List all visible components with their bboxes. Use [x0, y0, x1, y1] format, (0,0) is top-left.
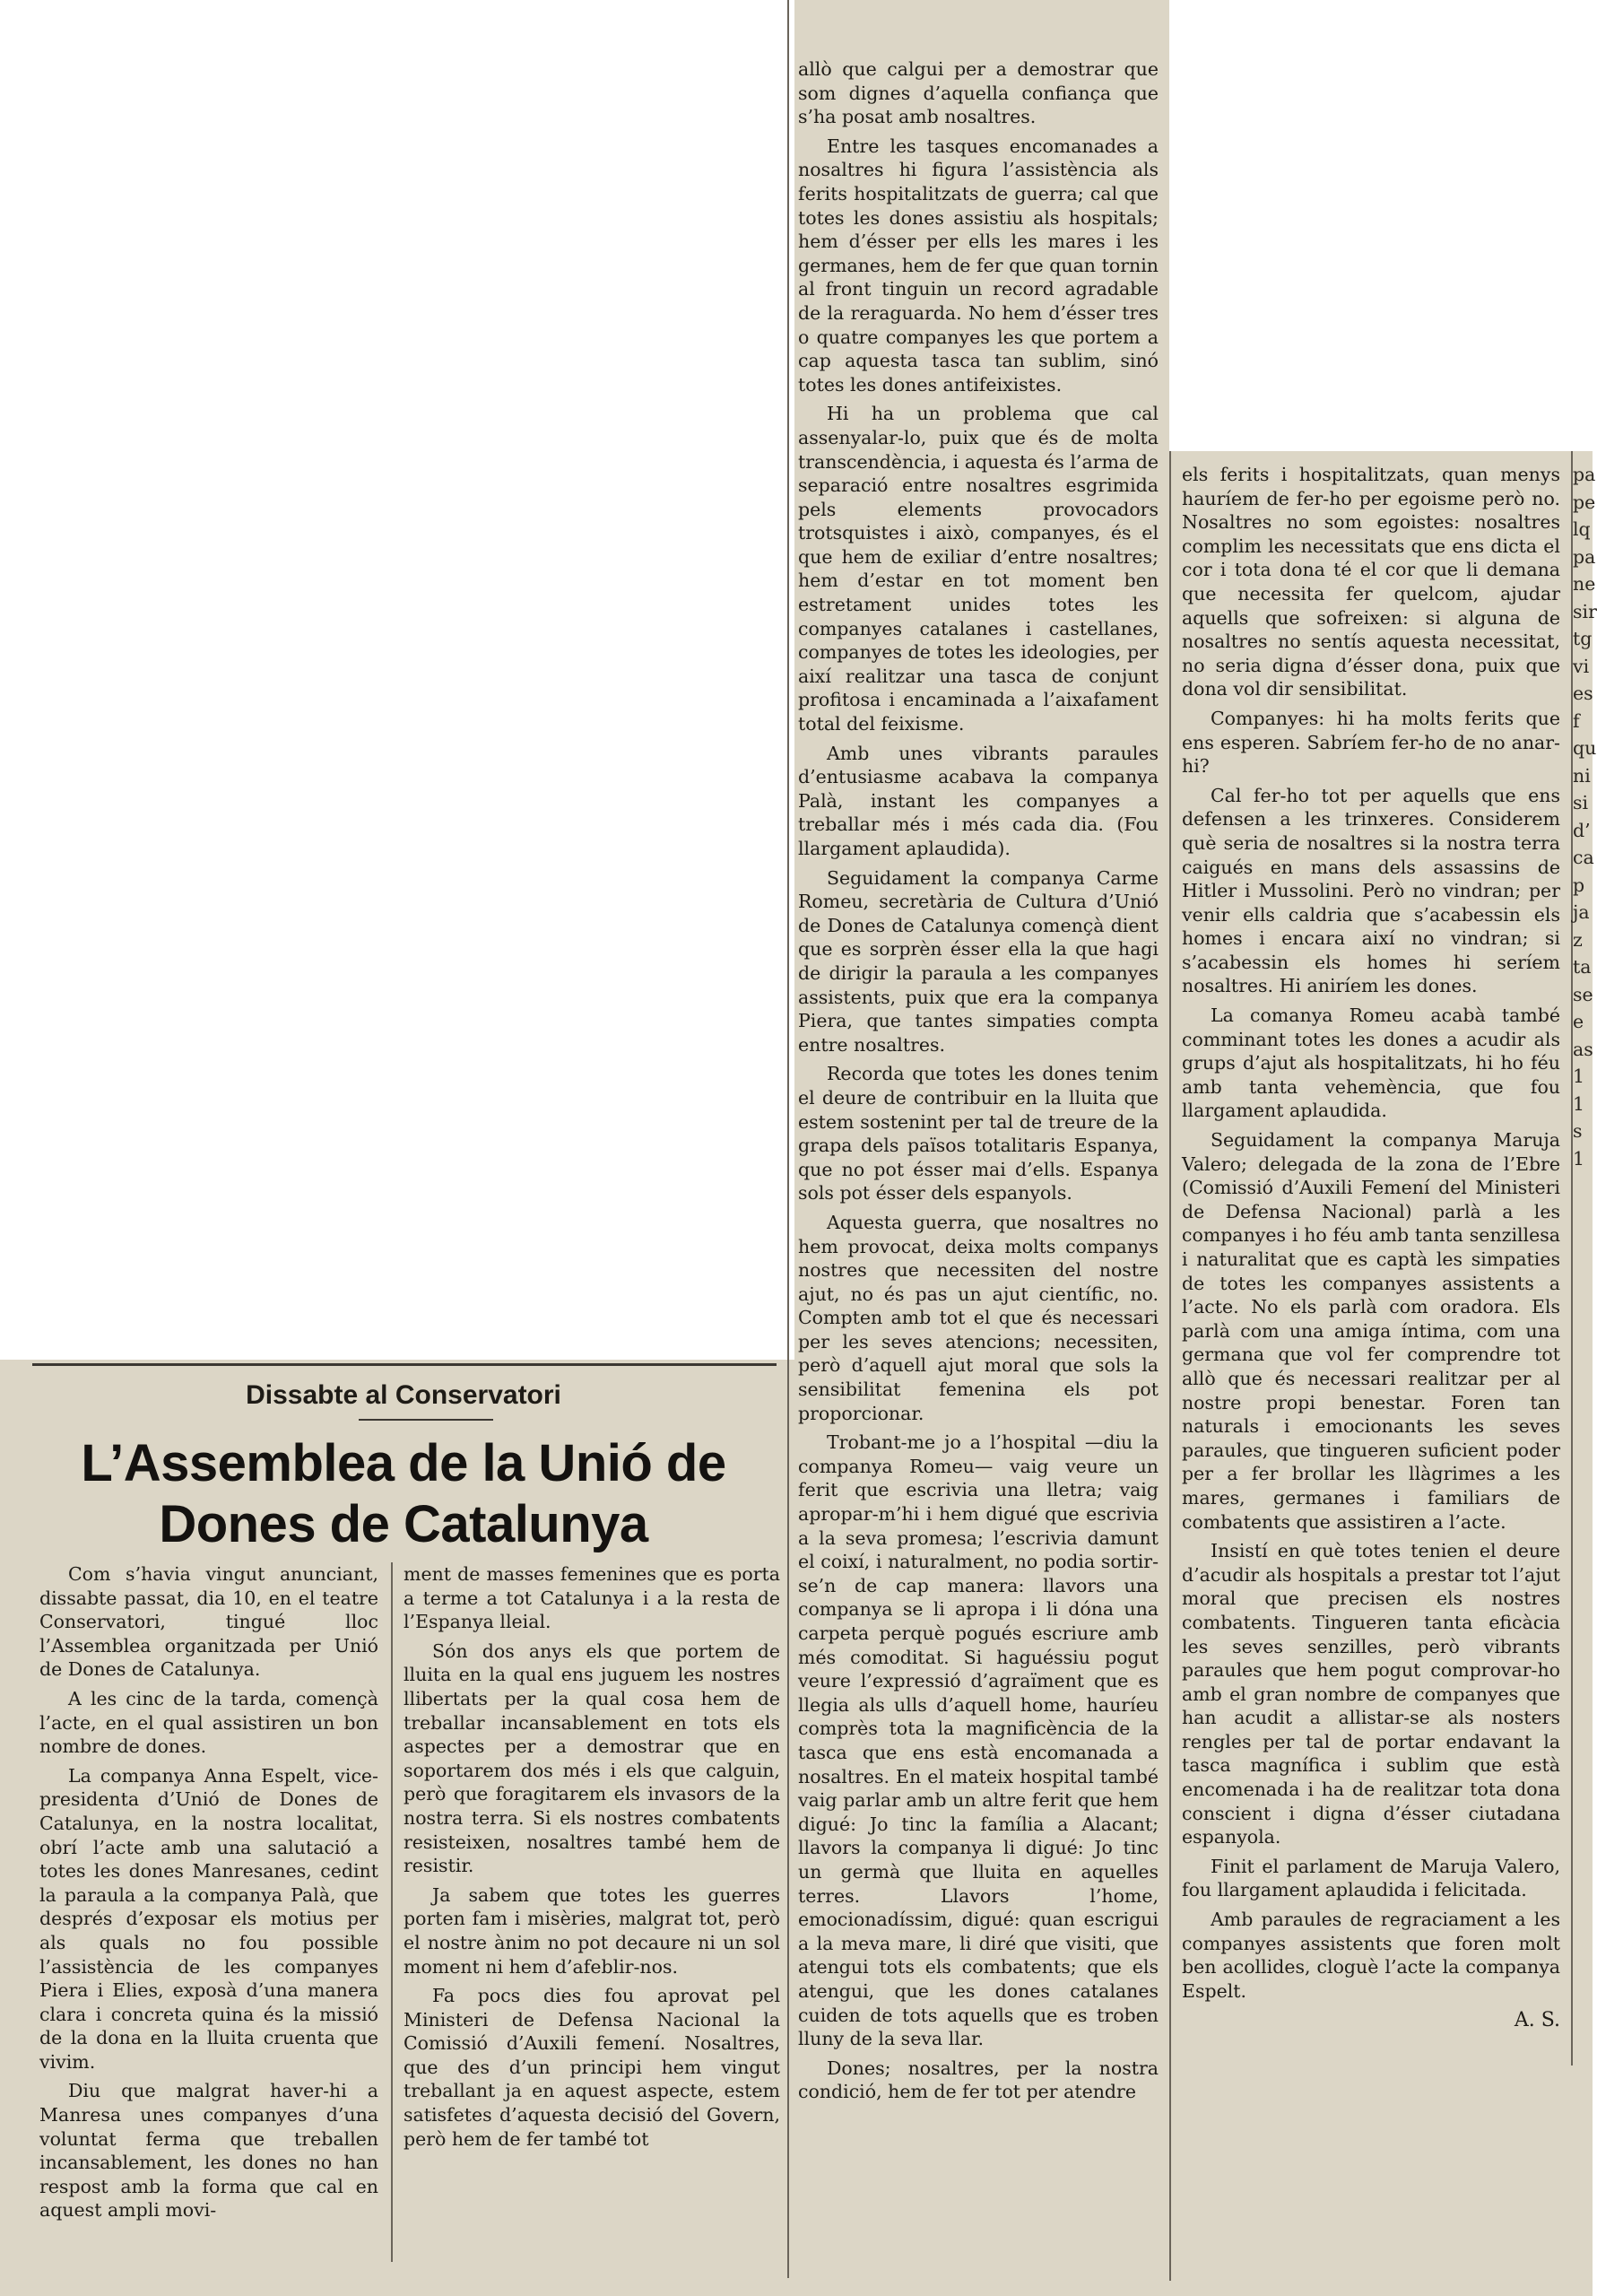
top-rule [32, 1363, 777, 1366]
paragraph: Seguidament la companya Carme Romeu, secretària de Cultura d’Unió de Dones de Catalunya començà dient que es sorprèn ésser ella la que hagi de dirigir la paraula a les companyes assistents, puix que era la companya Piera, que tantes simpaties compta entre nosaltres. [798, 866, 1159, 1056]
paragraph: Companyes: hi ha molts ferits que ens esperen. Sabríem fer-ho de no anar-hi? [1182, 707, 1560, 778]
paragraph: els ferits i hospitalitzats, quan menys hauríem de fer-ho per egoisme però no. Nosaltres no som egoistes: nosaltres complim les necessitats que ens dicta el cor i tota dona té el cor que li demana que necessita fer quelcom, ajudar aquells que sofreixen: si alguna de nosaltres no sentís aquesta necessitat, no seria digna d’ésser dona, puix que dona vol dir sensibilitat. [1182, 464, 1560, 700]
paragraph: Cal fer-ho tot per aquells que ens defensen a les trinxeres. Considerem què seria de nosaltres si la nostra terra caigués en mans dels assassins de Hitler i Mussolini. Però no vindran; per venir ells caldria que s’acabessin els homes i encara així no vindran; si s’acabessin els homes hi seríem nosaltres. Hi aniríem les dones. [1182, 784, 1560, 997]
paragraph: Amb unes vibrants paraules d’entusiasme acabava la companya Palà, instant les companyes a treballar més i més cada dia. (Fou llargament aplaudida). [798, 742, 1159, 859]
edge-fragment: s [1573, 1120, 1583, 1142]
edge-fragment: es [1573, 683, 1593, 704]
edge-fragment: ca [1573, 847, 1594, 868]
article-column-1 [39, 1562, 378, 2271]
edge-fragment: 1 [1573, 1065, 1585, 1087]
author-signature: A. S. [1514, 2009, 1560, 2032]
paragraph: Ja sabem que totes les guerres porten fam i misèries, malgrat tot, però el nostre ànim no pot decaure ni un sol moment ni hem d’afeblir-nos. [404, 1883, 780, 1978]
paragraph: Finit el parlament de Maruja Valero, fou llargament aplaudida i felicitada. [1182, 1855, 1560, 1901]
edge-fragment: f [1573, 709, 1580, 732]
cut-off-column-fragments [1573, 463, 1597, 2077]
paragraph: La comanya Romeu acabà també comminant totes les dones a acudir als grups d’ajut als hospitalitzats, hi ho féu amb tanta vehemència, que fou llargament aplaudida. [1182, 1004, 1560, 1122]
paragraph: La companya Anna Espelt, vice-presidenta d’Unió de Dones de Catalunya, en la nostra localitat, obrí l’acte amb una salutació a totes les dones Manresanes, cedint la paraula a la companya Palà, que després d’exposar els motius per als quals no fou possible l’assistència de les companyes Piera i Elies, exposà d’una manera clara i concreta quina és la missió de la dona en la lluita cruenta que vivim. [39, 1764, 378, 2073]
paragraph: Entre les tasques encomanades a nosaltres hi figura l’assistència als ferits hospitalitzats de guerra; cal que totes les dones assistiu als hospitals; hem d’ésser per ells les mares i les germanes, hem de fer que quan tornin al front tinguin un record agradable de la reraguarda. No hem d’ésser tres o quatre companyes les que portem a cap aquesta tasca tan sublim, sinó totes les dones antifeixistes. [798, 135, 1159, 396]
paragraph: Hi ha un problema que cal assenyalar-lo, puix que és de molta transcendència, i aquesta és l’arma de separació entre nosaltres esgrimida pels elements provocadors trotsquistes i això, companyes, és el que hem de exiliar d’entre nosaltres; hem d’estar en tot moment ben estretament unides totes les companyes catalanes i castellanes, companyes de totes les ideologies, per així realitzar una tasca de conjunt profitosa i encaminada a l’aixafament total del feixisme. [798, 403, 1159, 735]
article-kicker: Dissabte al Conservatori [246, 1380, 561, 1410]
paragraph: A les cinc de la tarda, començà l’acte, en el qual assistiren un bon nombre de dones. [39, 1687, 378, 1758]
column-rule-1 [391, 1562, 393, 2262]
edge-fragment: ne [1573, 573, 1596, 595]
edge-fragment: lq [1573, 518, 1591, 540]
paragraph: allò que calgui per a demostrar que som dignes d’aquella confiança que s’ha posat amb nosaltres. [798, 58, 1159, 128]
edge-fragment: as [1573, 1038, 1593, 1060]
edge-fragment: vi [1573, 655, 1590, 677]
edge-fragment: pe [1573, 491, 1596, 513]
column-rule-2 [787, 0, 789, 2278]
paragraph: Són dos anys els que portem de lluita en la qual ens juguem les nostres llibertats per la qual cosa hem de treballar incansablement en tots els aspectes per a demostrar que en soportarem dos més i els que calguin, però que foragitarem els invasors de la nostra terra. Si els nostres combatents resisteixen, nosaltres també hem de resistir. [404, 1639, 780, 1877]
column-rule-3 [1169, 451, 1171, 2281]
edge-fragment: si [1573, 792, 1589, 813]
paragraph: ment de masses femenines que es porta a terme a tot Catalunya i a la resta de l’Espanya lleial. [404, 1563, 780, 1633]
paragraph: Seguidament la companya Maruja Valero; delegada de la zona de l’Ebre (Comissió d’Auxili Femení del Ministeri de Defensa Nacional) parlà a les companyes i ho féu amb tanta senzillesa i naturalitat que es captà les simpaties de totes les companyes assistents a l’acte. No els parlà com oradora. Els parlà com una amiga íntima, com una germana que vol fer comprendre tot allò que és necessari realitzar per al nostre propi benestar. Foren tan naturals i emocionants les seves paraules, que tingueren suficient poder per a fer brollar les llàgrimes a les mares, germanes i familiars de combatents que assistiren a l’acte. [1182, 1129, 1560, 1533]
edge-fragment: pa [1573, 545, 1596, 568]
edge-fragment: ni [1573, 764, 1591, 787]
paragraph: Diu que malgrat haver-hi a Manresa unes companyes d’una voluntat ferma que treballen incansablement, les dones no han respost amb la forma que cal en aquest ampli movi- [39, 2080, 378, 2222]
article-column-3 [798, 57, 1159, 2285]
edge-fragment: ja [1573, 901, 1590, 923]
edge-fragment: ta [1573, 956, 1592, 978]
edge-fragment: e [1573, 1011, 1584, 1032]
paragraph: Com s’havia vingut anunciant, dissabte passat, dia 10, en el teatre Conservatori, tingué lloc l’Assemblea organitzada per Unió de Dones de Catalunya. [39, 1563, 378, 1681]
edge-fragment: d’ [1573, 819, 1591, 841]
paragraph: Dones; nosaltres, per la nostra condició, hem de fer tot per atendre [798, 2057, 1159, 2103]
edge-fragment: sir [1573, 600, 1597, 622]
paragraph: Amb paraules de regraciament a les companyes assistents que foren molt ben acollides, cloguè l’acte la companya Espelt. [1182, 1909, 1560, 2002]
edge-fragment: qu [1573, 737, 1597, 759]
article-column-4 [1182, 463, 1560, 2257]
edge-fragment: 1 [1573, 1092, 1585, 1115]
article-headline: L’Assemblea de la Unió de Dones de Catalunya [81, 1434, 726, 1553]
edge-fragment: pa [1573, 464, 1596, 485]
paragraph: Trobant-me jo a l’hospital —diu la companya Romeu— vaig veure un ferit que escrivia una lletra; vaig apropar-m’hi i hem digué que escrivia a la seva promesa; l’escrivia damunt el coixí, i naturalment, no podia sortir-se’n de cap manera: llavors una companya se li apropa i li dóna una carpeta perquè pogués escriure amb més comoditat. Si haguéssiu pogut veure l’expressió d’agraïment que es llegia als ulls d’aquell home, hauríeu comprès tota la magnificència de la tasca que ens està encomanada a nosaltres. En el mateix hospital també vaig parlar amb un altre ferit que hem digué: Jo tinc la família a Alacant; llavors la companya li digué: Jo tinc un germà que lluita en aquelles terres. Llavors l’home, emocionadíssim, digué: quan escrigui a la meva mare, li diré que visiti, que atengui tots els combatents; que els atengui, que les dones catalanes cuiden de tots aquells que es troben lluny de la seva llar. [798, 1431, 1159, 2050]
edge-fragment: p [1573, 874, 1585, 896]
paragraph: Aquesta guerra, que nosaltres no hem provocat, deixa molts companys nostres que necessiten del nostre ajut, no és pas un ajut científic, no. Compten amb tot el que és necessari per les seves atencions; necessiten, però d’aquell ajut moral que sols la sensibilitat femenina els pot proporcionar. [798, 1211, 1159, 1424]
paragraph: Fa pocs dies fou aprovat pel Ministeri de Defensa Nacional la Comissió d’Auxili femení. Nosaltres, que des d’un principi hem vingut treballant ja en aquest aspecte, estem satisfetes d’aquesta decisió del Govern, però hem de fer també tot [404, 1985, 780, 2150]
edge-fragment: se [1573, 983, 1593, 1005]
edge-fragment: 1 [1573, 1147, 1585, 1170]
edge-fragment: tg [1573, 628, 1593, 649]
paragraph: Insistí en què totes tenien el deure d’acudir als hospitals a prestar tot l’ajut moral que precisen els nostres combatents. Tingueren tanta eficàcia les seves senzilles, però vibrants paraules que hem pogut comprovar-ho amb el gran nombre de companyes que han acudit a allistar-se als nosters rengles per tal de portar endavant la tasca magnífica i sublim que està encomenada i ha de realitzar tota dona conscient i digna d’ésser ciutadana espanyola. [1182, 1540, 1560, 1848]
edge-fragment: z [1573, 928, 1583, 951]
paragraph: Recorda que totes les dones tenim el deure de contribuir en la lluita que estem sostenint per tal de treure de la grapa dels països totalitaris Espanya, que no pot ésser mai d’ells. Espanya sols pot ésser dels espanyols. [798, 1063, 1159, 1205]
article-column-2 [404, 1562, 780, 2271]
kicker-underline [359, 1419, 493, 1421]
